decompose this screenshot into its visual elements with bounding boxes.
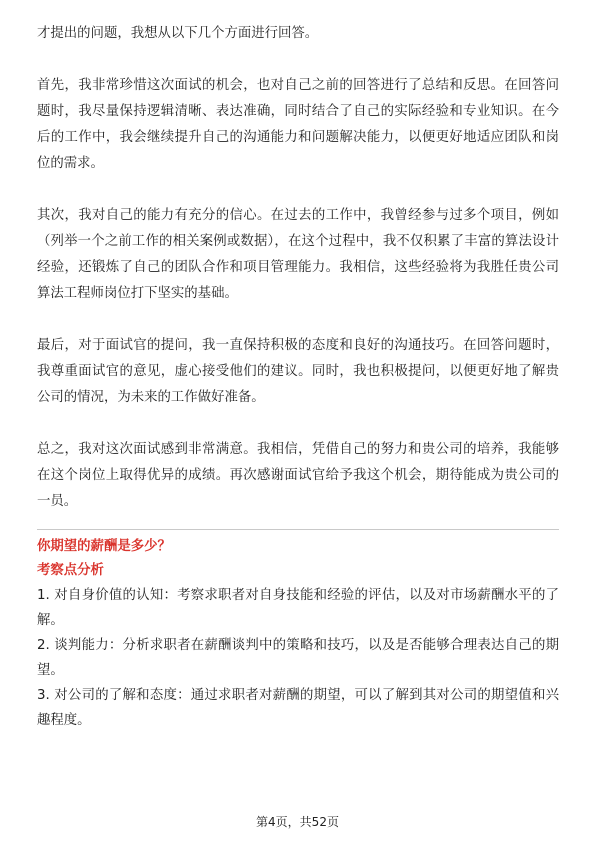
page-number-footer: 第4页，共52页 [256,815,339,829]
paragraph-second: 其次，我对自己的能力有充分的信心。在过去的工作中，我曾经参与过多个项目，例如（列举一个之前工作的相关案例或数据），在这个过程中，我不仅积累了丰富的算法设计经验，还锻炼了自己的团队合作和项目管理能力。我相信，这些经验将为我胜任贵公司算法工程师岗位打下坚实的基础。 [37,208,559,301]
paragraph-spacer [37,177,559,203]
paragraph-spacer [37,307,559,333]
analysis-heading: 考察点分析 [37,563,104,578]
paragraph-conclusion: 总之，我对这次面试感到非常满意。我相信，凭借自己的努力和贵公司的培养，我能够在这个岗位上取得优异的成绩。再次感谢面试官给予我这个机会，期待能成为贵公司的一员。 [37,442,559,509]
paragraph-last: 最后，对于面试官的提问，我一直保持积极的态度和良好的沟通技巧。在回答问题时，我尊重面试官的意见，虚心接受他们的建议。同时，我也积极提问，以便更好地了解贵公司的情况，为未来的工作做好准备。 [37,338,559,405]
section-divider [37,529,559,530]
paragraph-continuation: 才提出的问题，我想从以下几个方面进行回答。 [37,26,319,41]
analysis-item: 2. 谈判能力：分析求职者在薪酬谈判中的策略和技巧，以及是否能够合理表达自己的期望。 [37,638,559,678]
paragraph-spacer [37,411,559,437]
paragraph-spacer [37,47,559,73]
page-content [37,21,559,733]
paragraph-first: 首先，我非常珍惜这次面试的机会，也对自己之前的回答进行了总结和反思。在回答问题时，我尽量保持逻辑清晰、表达准确，同时结合了自己的实际经验和专业知识。在今后的工作中，我会继续提升自己的沟通能力和问题解决能力，以便更好地适应团队和岗位的需求。 [37,78,559,171]
question-heading: 你期望的薪酬是多少？ [37,539,171,554]
analysis-item: 3. 对公司的了解和态度：通过求职者对薪酬的期望，可以了解到其对公司的期望值和兴趣程度。 [37,688,559,728]
analysis-item: 1. 对自身价值的认知：考察求职者对自身技能和经验的评估，以及对市场薪酬水平的了解。 [37,588,559,628]
